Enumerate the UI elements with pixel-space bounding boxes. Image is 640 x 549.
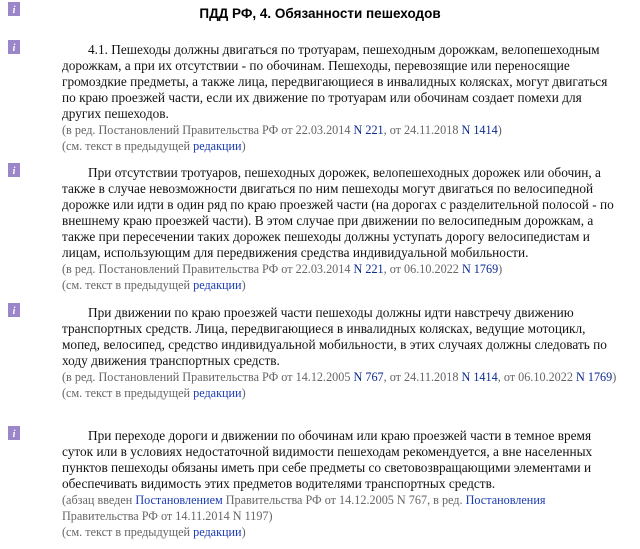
- previous-edition-link[interactable]: редакции: [193, 525, 242, 539]
- info-icon[interactable]: [8, 2, 20, 16]
- note-text: (см. текст в предыдущей: [62, 139, 194, 153]
- note-text: (см. текст в предыдущей: [62, 386, 194, 400]
- edition-note: [62, 492, 622, 524]
- note-text: , от 24.11.2018: [383, 370, 462, 384]
- decree-link[interactable]: N 1414: [461, 370, 498, 384]
- previous-edition-note: [62, 385, 622, 401]
- section-paragraph-3: [62, 305, 622, 401]
- note-text: ): [241, 278, 246, 292]
- edition-note: [62, 369, 622, 385]
- note-text: ): [241, 525, 246, 539]
- note-text: Правительства РФ от 14.11.2014 N 1197): [62, 509, 273, 523]
- paragraph-text: При переходе дороги и движении по обочинам или краю проезжей части в темное время суток или в условиях недостаточной видимости пешеходам рекомендуется, а вне населенных пунктов пешеходы обязаны иметь при себе предметы со световозвращающими элементами и обеспечивать видимость этих предметов водителями транспортных средств.: [62, 428, 593, 491]
- section-4-1: [62, 42, 622, 154]
- note-text: , от 06.10.2022: [383, 262, 462, 276]
- note-text: (см. текст в предыдущей: [62, 525, 194, 539]
- decree-link[interactable]: Постановлением: [135, 493, 223, 507]
- info-icon[interactable]: [8, 163, 20, 177]
- paragraph-text: При отсутствии тротуаров, пешеходных дорожек, велопешеходных дорожек или обочин, а также в случае невозможности двигаться по ним пешеходы могут двигаться по велосипедной дорожке или идти в один ряд по краю проезжей части (на дорогах с разделительной полосой - по внешнему краю проезжей части). В этом случае при движении по велосипедным дорожкам, а также при пересечении таких дорожек пешеходы должны уступать дорогу велосипедистам и лицам, использующим для передвижения средства индивидуальной мобильности.: [62, 165, 614, 260]
- section-paragraph-2: [62, 165, 622, 293]
- decree-link[interactable]: N 1769: [576, 370, 613, 384]
- decree-link[interactable]: N 221: [353, 262, 384, 276]
- note-text: ): [498, 262, 503, 276]
- svg-text:i: i: [12, 429, 16, 440]
- note-text: (абзац введен: [62, 493, 136, 507]
- note-text: ): [497, 123, 502, 137]
- decree-link[interactable]: N 1414: [461, 123, 498, 137]
- edition-note: [62, 261, 622, 277]
- note-text: ): [241, 386, 246, 400]
- decree-link[interactable]: N 221: [353, 123, 384, 137]
- previous-edition-note: [62, 524, 622, 540]
- svg-text:i: i: [12, 166, 16, 177]
- previous-edition-note: [62, 277, 622, 293]
- info-icon[interactable]: [8, 426, 20, 440]
- section-paragraph-4: [62, 428, 622, 540]
- note-text: ): [241, 139, 246, 153]
- svg-text:i: i: [12, 306, 16, 317]
- previous-edition-note: [62, 138, 622, 154]
- paragraph-text: При движении по краю проезжей части пешеходы должны идти навстречу движению транспортных средств. Лица, передвигающиеся в инвалидных колясках, ведущие мотоцикл, мопед, велосипед, средство индивидуальной мобильности, в этих случаях должны следовать по ходу движения транспортных средств.: [62, 305, 607, 368]
- note-text: (в ред. Постановлений Правительства РФ от 22.03.2014: [62, 262, 354, 276]
- previous-edition-link[interactable]: редакции: [193, 139, 242, 153]
- page-title: ПДД РФ, 4. Обязанности пешеходов: [199, 6, 441, 21]
- note-text: (в ред. Постановлений Правительства РФ от 22.03.2014: [62, 123, 354, 137]
- note-text: , от 24.11.2018: [383, 123, 462, 137]
- info-icon[interactable]: [8, 40, 20, 54]
- info-icon[interactable]: [8, 303, 20, 317]
- note-text: Правительства РФ от 14.12.2005 N 767, в ред.: [222, 493, 466, 507]
- note-text: (в ред. Постановлений Правительства РФ от 14.12.2005: [62, 370, 354, 384]
- decree-link[interactable]: N 1769: [461, 262, 499, 276]
- edition-note: [62, 122, 622, 138]
- note-text: ): [612, 370, 617, 384]
- previous-edition-link[interactable]: редакции: [193, 278, 242, 292]
- svg-text:i: i: [12, 5, 16, 16]
- note-text: (см. текст в предыдущей: [62, 278, 194, 292]
- svg-text:i: i: [12, 43, 16, 54]
- paragraph-text: 4.1. Пешеходы должны двигаться по тротуарам, пешеходным дорожкам, велопешеходным дорожкам, а при их отсутствии - по обочинам. Пешеходы, перевозящие или переносящие громоздкие предметы, а также лица, передвигающиеся в инвалидных колясках, могут двигаться по краю проезжей части, если их движение по тротуарам или обочинам создает помехи для других пешеходов.: [62, 42, 608, 121]
- previous-edition-link[interactable]: редакции: [193, 386, 242, 400]
- decree-link[interactable]: N 767: [353, 370, 384, 384]
- note-text: , от 06.10.2022: [497, 370, 577, 384]
- decree-link[interactable]: Постановления: [465, 493, 546, 507]
